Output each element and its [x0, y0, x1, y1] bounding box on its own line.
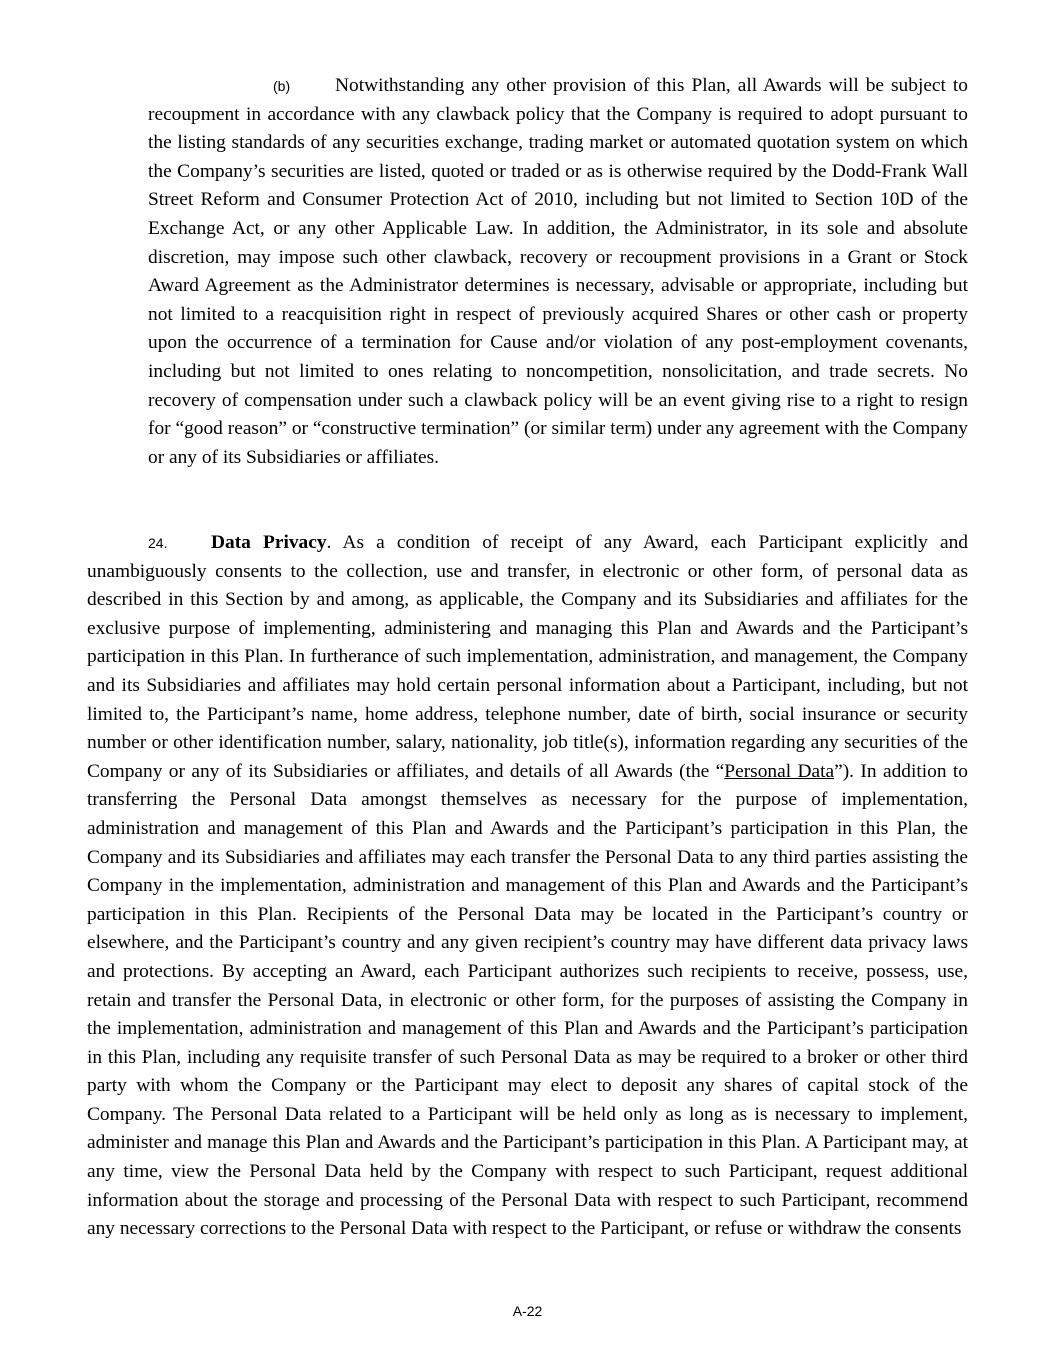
paragraph-23b-text: Notwithstanding any other provision of this Plan, all Awards will be subject to recoupment in accordance with any clawback policy that the Company is required to adopt pursuant to the listing standards of any securities exchange, trading market or automated quotation system on which the Company’s securities are listed, quoted or traded or as is otherwise required by the Dodd-Frank Wall Street Reform and Consumer Protection Act of 2010, including but not limited to Section 10D of the Exchange Act, or any other Applicable Law. In addition, the Administrator, in its sole and absolute discretion, may impose such other clawback, recovery or recoupment provisions in a Grant or Stock Award Agreement as the Administrator determines is necessary, advisable or appropriate, including but not limited to a reacquisition right in respect of previously acquired Shares or other cash or property upon the occurrence of a termination for Cause and/or violation of any post-employment covenants, including but not limited to ones relating to noncompetition, nonsolicitation, and trade secrets. No recovery of compensation under such a clawback policy will be an event giving rise to a right to resign for “good reason” or “constructive termination” (or similar term) under any agreement with the Company or any of its Subsidiaries or affiliates. [148, 75, 968, 468]
section-heading: Data Privacy [211, 532, 327, 553]
paragraph-label-b: (b) [273, 78, 291, 94]
defined-term-personal-data: Personal Data [724, 760, 835, 782]
section-24-text-part2: ”). In addition to transferring the Personal Data amongst themselves as necessary for the purpose of implementation, administration and management of this Plan and Awards and the Participant’s participation in this Plan, the Company and its Subsidiaries and affiliates may each transfer the Personal Data to any third parties assisting the Company in the implementation, administration and management of this Plan and Awards and the Participant’s participation in this Plan. Recipients of the Personal Data may be located in the Participant’s country or elsewhere, and the Participant’s country and any given recipient’s country may have different data privacy laws and protections. By accepting an Award, each Participant authorizes such recipients to receive, possess, use, retain and transfer the Personal Data, in electronic or other form, for the purposes of assisting the Company in the implementation, administration and management of this Plan and Awards and the Participant’s participation in this Plan, including any requisite transfer of such Personal Data as may be required to a broker or other third party with whom the Company or the Participant may elect to deposit any shares of capital stock of the Company. The Personal Data related to a Participant will be held only as long as is necessary to implement, administer and manage this Plan and Awards and the Participant’s participation in this Plan. A Participant may, at any time, view the Personal Data held by the Company with respect to such Participant, request additional information about the storage and processing of the Personal Data with respect to such Participant, recommend any necessary corrections to the Personal Data with respect to the Participant, or refuse or withdraw the consents [87, 760, 968, 1240]
paragraph-23b [148, 72, 968, 472]
section-number: 24. [148, 535, 168, 551]
section-24-data-privacy [87, 529, 968, 1244]
page-number: A-22 [512, 1303, 543, 1319]
section-24-text-part1: . As a condition of receipt of any Award, each Participant explicitly and unambiguously consents to the collection, use and transfer, in electronic or other form, of personal data as described in this Section by and among, as applicable, the Company and its Subsidiaries and affiliates for the exclusive purpose of implementing, administering and managing this Plan and Awards and the Participant’s participation in this Plan. In furtherance of such implementation, administration, and management, the Company and its Subsidiaries and affiliates may hold certain personal information about a Participant, including, but not limited to, the Participant’s name, home address, telephone number, date of birth, social insurance or security number or other identification number, salary, nationality, job title(s), information regarding any securities of the Company or any of its Subsidiaries or affiliates, and details of all Awards (the “ [87, 532, 968, 782]
